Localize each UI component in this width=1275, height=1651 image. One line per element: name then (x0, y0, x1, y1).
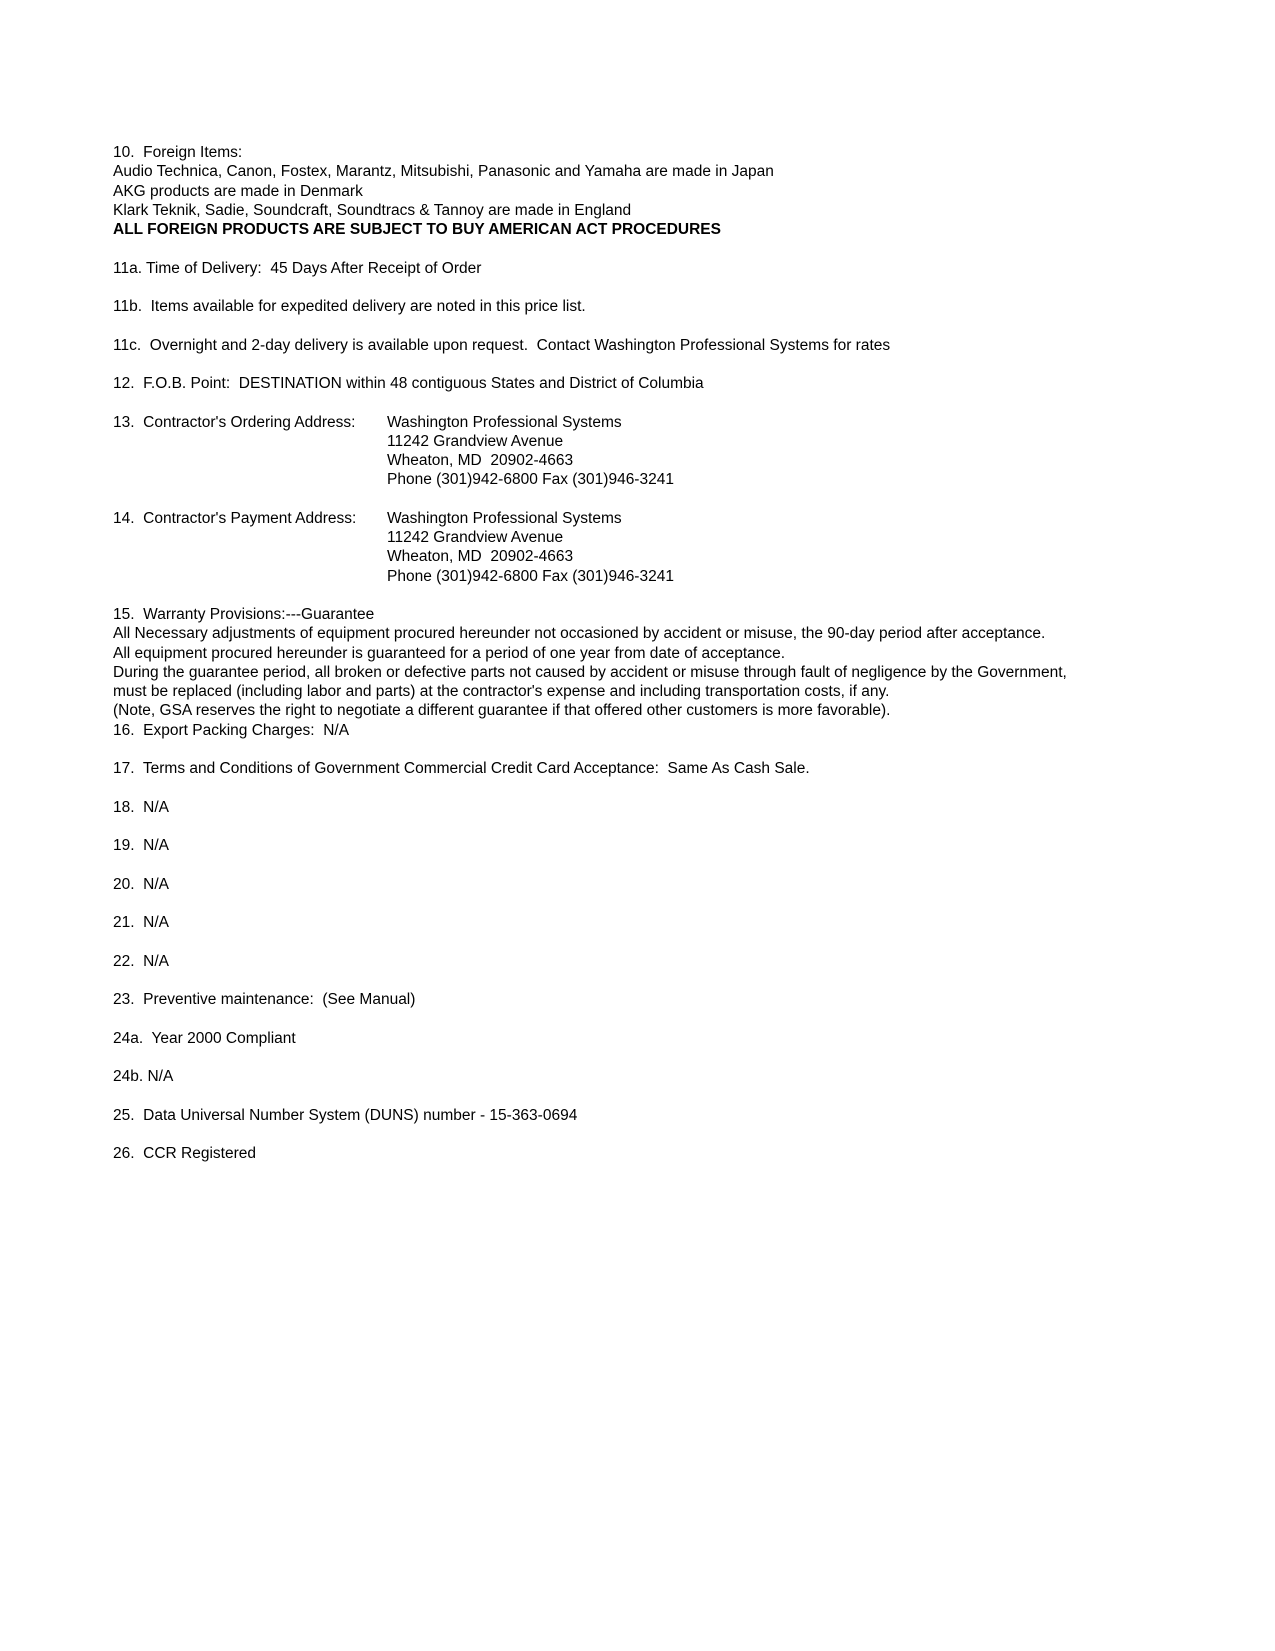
document-line (113, 451, 1235, 470)
line-address-column: Washington Professional Systems (387, 509, 622, 527)
blank-line (113, 740, 1235, 759)
document-line: must be replaced (including labor and parts) at the contractor's expense and including transportation costs, if any. (113, 683, 890, 700)
line-label: 14. Contractor's Payment Address: (113, 509, 357, 527)
document-line: 10. Foreign Items: (113, 144, 243, 161)
document-line: All equipment procured hereunder is guaranteed for a period of one year from date of acceptance. (113, 644, 786, 662)
blank-line (113, 894, 1235, 913)
document-line: 12. F.O.B. Point: DESTINATION within 48 contiguous States and District of Columbia (113, 375, 704, 392)
document-line: All Necessary adjustments of equipment procured hereunder not occasioned by accident or misuse, the 90-day period after acceptance. (113, 625, 1046, 643)
document-line (113, 528, 1235, 547)
document-line: AKG products are made in Denmark (113, 182, 363, 200)
line-address-column: Wheaton, MD 20902-4663 (387, 452, 574, 469)
line-address-column: Phone (301)942-6800 Fax (301)946-3241 (387, 567, 674, 585)
document-body (113, 143, 1235, 1163)
document-line (113, 567, 1235, 586)
document-line (113, 547, 1235, 566)
blank-line (113, 1048, 1235, 1067)
document-line: 19. N/A (113, 837, 169, 854)
document-line (113, 413, 1235, 432)
document-line: 20. N/A (113, 875, 169, 893)
blank-line (113, 1086, 1235, 1105)
document-line: 18. N/A (113, 798, 169, 816)
line-label: 13. Contractor's Ordering Address: (113, 413, 356, 431)
document-line: 17. Terms and Conditions of Government Commercial Credit Card Acceptance: Same As Cash Sale. (113, 760, 810, 777)
blank-line (113, 490, 1235, 509)
line-address-column: 11242 Grandview Avenue (387, 432, 564, 450)
document-line: During the guarantee period, all broken or defective parts not caused by accident or misuse through fault of negligence by the Government, (113, 663, 1067, 681)
blank-line (113, 586, 1235, 605)
document-line (113, 432, 1235, 451)
document-line: 24a. Year 2000 Compliant (113, 1029, 296, 1047)
document-line: 11c. Overnight and 2-day delivery is available upon request. Contact Washington Professional Systems for rates (113, 336, 891, 354)
document-line: ALL FOREIGN PRODUCTS ARE SUBJECT TO BUY AMERICAN ACT PROCEDURES (113, 221, 721, 238)
document-line (113, 509, 1235, 528)
blank-line (113, 855, 1235, 874)
document-line: Klark Teknik, Sadie, Soundcraft, Soundtracs & Tannoy are made in England (113, 201, 632, 219)
line-address-column: 11242 Grandview Avenue (387, 529, 564, 546)
document-line: Audio Technica, Canon, Fostex, Marantz, Mitsubishi, Panasonic and Yamaha are made in Japan (113, 163, 774, 181)
blank-line (113, 239, 1235, 258)
line-address-column: Wheaton, MD 20902-4663 (387, 548, 574, 566)
line-address-column: Washington Professional Systems (387, 413, 622, 431)
blank-line (113, 1009, 1235, 1028)
blank-line (113, 393, 1235, 412)
document-line: 25. Data Universal Number System (DUNS) number - 15-363-0694 (113, 1106, 578, 1124)
blank-line (113, 971, 1235, 990)
document-line: 22. N/A (113, 952, 169, 970)
blank-line (113, 778, 1235, 797)
blank-line (113, 278, 1235, 297)
document-line: 11a. Time of Delivery: 45 Days After Receipt of Order (113, 259, 482, 277)
blank-line (113, 316, 1235, 335)
document-line: 16. Export Packing Charges: N/A (113, 721, 350, 739)
blank-line (113, 817, 1235, 836)
document-line: (Note, GSA reserves the right to negotiate a different guarantee if that offered other customers is more favorable). (113, 702, 891, 720)
blank-line (113, 1125, 1235, 1144)
document-line (113, 470, 1235, 489)
document-line: 11b. Items available for expedited delivery are noted in this price list. (113, 298, 586, 315)
document-line: 24b. N/A (113, 1068, 174, 1085)
document-line: 15. Warranty Provisions:---Guarantee (113, 606, 375, 623)
document-line: 21. N/A (113, 914, 169, 931)
blank-line (113, 355, 1235, 374)
document-line: 23. Preventive maintenance: (See Manual) (113, 991, 416, 1008)
line-address-column: Phone (301)942-6800 Fax (301)946-3241 (387, 471, 674, 489)
blank-line (113, 932, 1235, 951)
document-line: 26. CCR Registered (113, 1145, 257, 1162)
